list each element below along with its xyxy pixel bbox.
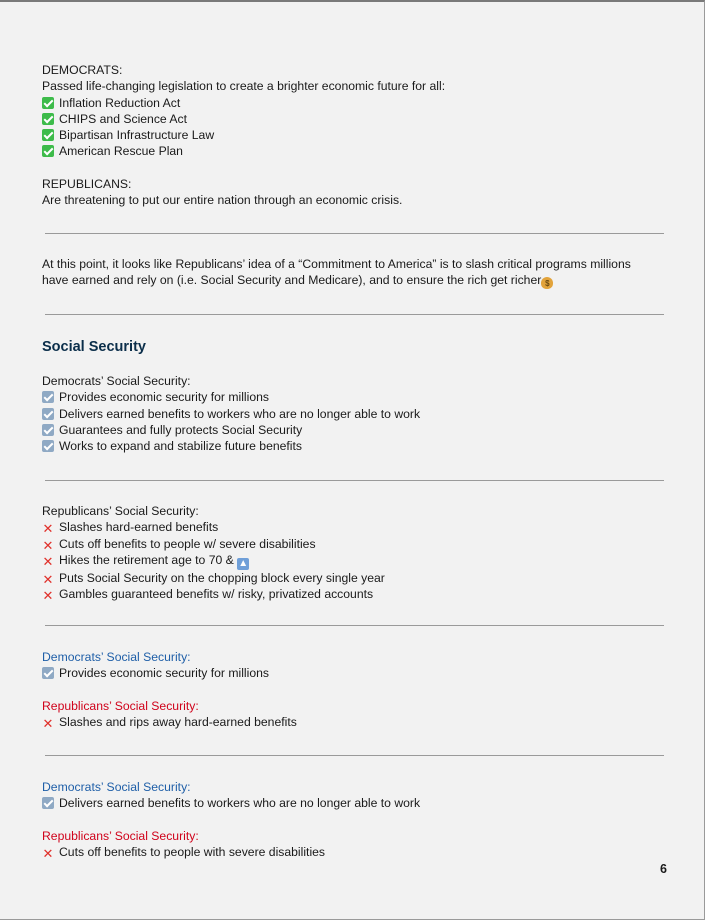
divider xyxy=(45,755,664,756)
page-number: 6 xyxy=(660,862,667,876)
cross-mark-icon: ✕ xyxy=(42,588,54,604)
cross-mark-icon: ✕ xyxy=(42,553,54,569)
cross-mark-icon: ✕ xyxy=(42,521,54,537)
list-item: Bipartisan Infrastructure Law xyxy=(42,127,664,143)
commitment-paragraph: At this point, it looks like Republicans’ idea of a “Commitment to America” is to slash critical programs millions have earned and rely on (i.e. Social Security and Medicare), and to ensure the rich get richer $ xyxy=(42,257,631,289)
list-item: ✕ Slashes hard-earned benefits xyxy=(42,520,219,537)
list-item: ✕ Cuts off benefits to people with severe disabilities xyxy=(42,845,326,862)
list-item: Works to expand and stabilize future benefits xyxy=(42,438,664,454)
republicans-text: Are threatening to put our entire nation through an economic crisis. xyxy=(42,193,403,208)
white-check-mark-icon xyxy=(42,97,54,109)
divider xyxy=(45,480,664,481)
list-item: ✕ Gambles guaranteed benefits w/ risky, privatized accounts xyxy=(42,587,374,604)
ballot-box-check-icon xyxy=(42,391,54,403)
rep-ss-title: Republicans’ Social Security: xyxy=(42,698,199,713)
white-check-mark-icon xyxy=(42,145,54,157)
list-item: Guarantees and fully protects Social Security xyxy=(42,422,664,438)
list-item: ✕ Puts Social Security on the chopping block every single year xyxy=(42,570,385,587)
ballot-box-check-icon xyxy=(42,667,54,679)
rep-ss-title: Republicans’ Social Security: xyxy=(42,504,199,518)
rep-ss-title: Republicans’ Social Security: xyxy=(42,828,199,843)
list-item: ✕ Cuts off benefits to people w/ severe disabilities xyxy=(42,536,316,553)
list-item: Inflation Reduction Act xyxy=(42,95,664,111)
cross-mark-icon: ✕ xyxy=(42,571,54,587)
divider xyxy=(45,625,664,626)
list-item: American Rescue Plan xyxy=(42,143,664,159)
cross-mark-icon: ✕ xyxy=(42,846,54,862)
section-heading: Social Security xyxy=(42,339,146,355)
list-item: ✕ Hikes the retirement age to 70 & ▲ xyxy=(42,552,249,569)
ballot-box-check-icon xyxy=(42,797,54,809)
list-item: Provides economic security for millions xyxy=(42,665,664,681)
cross-mark-icon: ✕ xyxy=(42,716,54,732)
dem-ss-title: Democrats’ Social Security: xyxy=(42,780,191,794)
cross-mark-icon: ✕ xyxy=(42,537,54,553)
up-arrow-icon: ▲ xyxy=(238,557,249,569)
democrats-title: DEMOCRATS: xyxy=(42,63,123,77)
legislation-section xyxy=(42,62,664,209)
white-check-mark-icon xyxy=(42,129,54,141)
divider xyxy=(45,233,664,234)
ballot-box-check-icon xyxy=(42,424,54,436)
republicans-title: REPUBLICANS: xyxy=(42,177,132,192)
money-bag-icon: $ xyxy=(541,277,553,289)
list-item: CHIPS and Science Act xyxy=(42,111,664,127)
republicans-ss-list xyxy=(42,503,664,602)
list-item: Delivers earned benefits to workers who are no longer able to work xyxy=(42,795,664,811)
white-check-mark-icon xyxy=(42,113,54,125)
ballot-box-check-icon xyxy=(42,440,54,452)
list-item: Provides economic security for millions xyxy=(42,389,664,405)
list-item: Delivers earned benefits to workers who are no longer able to work xyxy=(42,406,664,422)
dem-ss-title: Democrats’ Social Security: xyxy=(42,374,191,388)
divider xyxy=(45,314,664,315)
democrats-intro: Passed life-changing legislation to create a brighter economic future for all: xyxy=(42,79,446,94)
ballot-box-check-icon xyxy=(42,408,54,420)
comparison-block xyxy=(42,779,664,860)
dem-ss-title: Democrats’ Social Security: xyxy=(42,650,191,664)
list-item: ✕ Slashes and rips away hard-earned benefits xyxy=(42,715,297,732)
comparison-block xyxy=(42,649,664,730)
democrats-ss-list xyxy=(42,373,664,454)
